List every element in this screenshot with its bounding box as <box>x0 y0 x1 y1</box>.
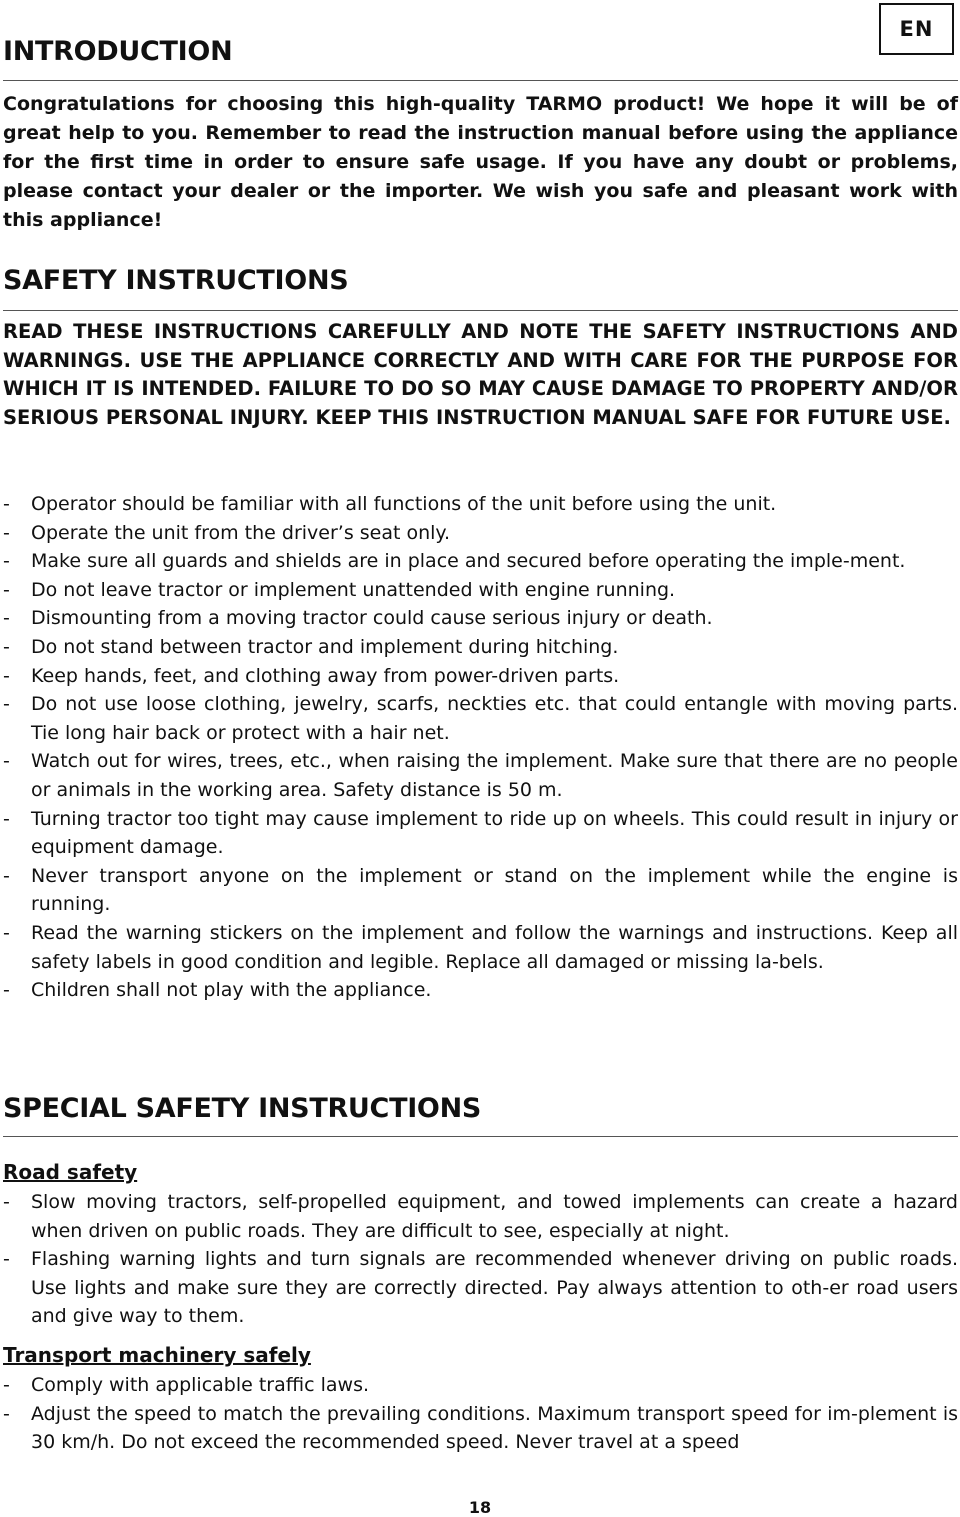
special-divider <box>3 1136 958 1137</box>
list-item: - Dismounting from a moving tractor could cause serious injury or death. <box>3 604 958 633</box>
list-item: - Make sure all guards and shields are in place and secured before operating the imple-ment. <box>3 547 958 576</box>
list-item: - Flashing warning lights and turn signals are recommended whenever driving on public roads. Use lights and make sure they are correctly directed. Pay always attention to oth-er road users and give way to them. <box>3 1245 958 1331</box>
list-item: - Children shall not play with the appliance. <box>3 976 958 1005</box>
road-safety-list <box>3 1188 958 1331</box>
page-number: 18 <box>468 1498 492 1517</box>
list-item: - Never transport anyone on the implement or stand on the implement while the engine is running. <box>3 862 958 919</box>
safety-warning: READ THESE INSTRUCTIONS CAREFULLY AND NOTE THE SAFETY INSTRUCTIONS AND WARNINGS. USE THE APPLIANCE CORRECTLY AND WITH CARE FOR THE PURPOSE FOR WHICH IT IS INTENDED. FAILURE TO DO SO MAY CAUSE DAMAGE TO PROPERTY AND/OR SERIOUS PERSONAL INJURY. KEEP THIS INSTRUCTION MANUAL SAFE FOR FUTURE USE. <box>3 320 958 429</box>
road-safety-title: Road safety <box>3 1160 138 1184</box>
list-item: - Read the warning stickers on the implement and follow the warnings and instructions. Keep all safety labels in good condition and legible. Replace all damaged or missing la-bels. <box>3 919 958 976</box>
list-item: - Do not use loose clothing, jewelry, scarfs, neckties etc. that could entangle with moving parts. Tie long hair back or protect with a hair net. <box>3 690 958 747</box>
list-item: - Keep hands, feet, and clothing away from power-driven parts. <box>3 662 958 691</box>
safety-list <box>3 490 958 1005</box>
introduction-divider <box>3 80 958 81</box>
list-item: - Do not stand between tractor and implement during hitching. <box>3 633 958 662</box>
list-item: - Turning tractor too tight may cause implement to ride up on wheels. This could result in injury or equipment damage. <box>3 805 958 862</box>
introduction-text: Congratulations for choosing this high-quality TARMO product! We hope it will be of great help to you. Remember to read the instruction manual before using the appliance for the first time in order to ensure safe usage. If you have any doubt or problems, please contact your dealer or the importer. We wish you safe and pleasant work with this appliance! <box>3 93 958 231</box>
transport-title: Transport machinery safely <box>3 1343 311 1367</box>
list-item: - Watch out for wires, trees, etc., when raising the implement. Make sure that there are no people or animals in the working area. Safety distance is 50 m. <box>3 747 958 804</box>
list-item: - Slow moving tractors, self-propelled equipment, and towed implements can create a hazard when driven on public roads. They are difficult to see, especially at night. <box>3 1188 958 1245</box>
list-item: - Adjust the speed to match the prevailing conditions. Maximum transport speed for im-plement is 30 km/h. Do not exceed the recommended speed. Never travel at a speed <box>3 1400 958 1457</box>
list-item: - Comply with applicable traffic laws. <box>3 1371 958 1400</box>
language-badge: EN <box>879 3 954 55</box>
list-item: - Operate the unit from the driver’s seat only. <box>3 519 958 548</box>
safety-divider <box>3 310 958 311</box>
list-item: - Do not leave tractor or implement unattended with engine running. <box>3 576 958 605</box>
special-heading: SPECIAL SAFETY INSTRUCTIONS <box>3 1093 482 1124</box>
introduction-heading: INTRODUCTION <box>3 36 233 67</box>
safety-heading: SAFETY INSTRUCTIONS <box>3 265 349 296</box>
transport-list <box>3 1371 958 1457</box>
list-item: - Operator should be familiar with all functions of the unit before using the unit. <box>3 490 958 519</box>
